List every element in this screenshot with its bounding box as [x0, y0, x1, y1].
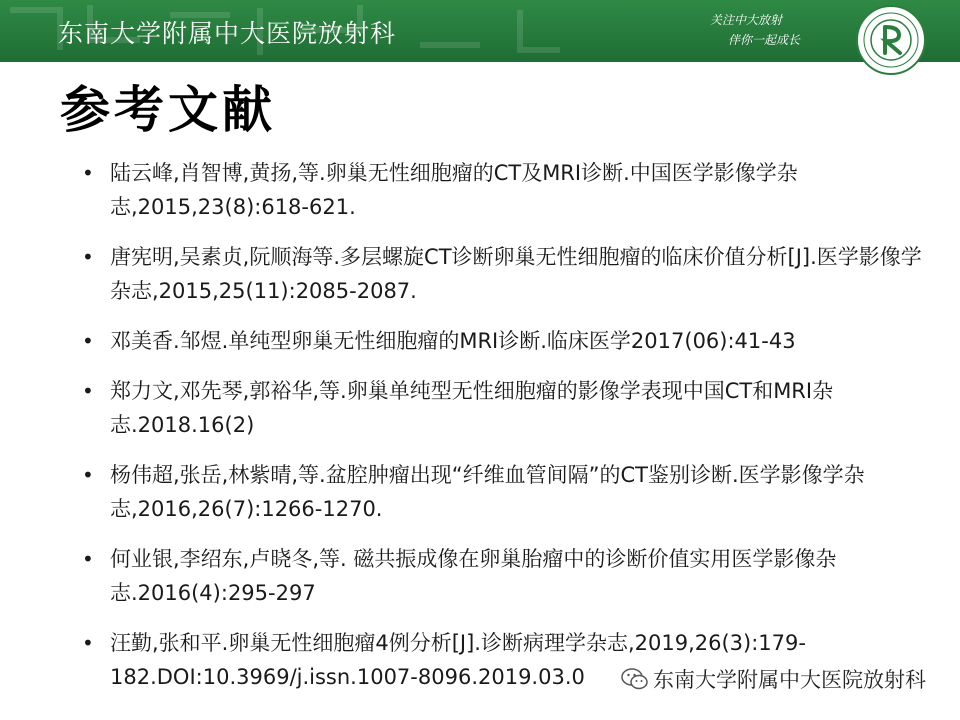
reference-item — [82, 240, 932, 308]
reference-text: 郑力文,邓先琴,郭裕华,等.卵巢单纯型无性细胞瘤的影像学表现中国CT和MRI杂志.2018.16(2) — [110, 379, 834, 437]
bullet: • — [82, 463, 94, 487]
reference-item — [82, 156, 932, 224]
reference-list — [82, 156, 932, 710]
bullet: • — [82, 161, 94, 185]
bullet: • — [82, 631, 94, 655]
bullet: • — [82, 379, 94, 403]
page-title: 参考文献 — [60, 81, 276, 139]
reference-item — [82, 324, 932, 358]
reference-text: 何业银,李绍东,卢晓冬,等. 磁共振成像在卵巢胎瘤中的诊断价值实用医学影像杂志.2016(4):295-297 — [110, 547, 837, 605]
slogan-line-2: 伴你一起成长 — [728, 33, 801, 47]
bullet: • — [82, 245, 94, 269]
bullet: • — [82, 329, 94, 353]
reference-item — [82, 458, 932, 526]
header-banner — [0, 0, 960, 62]
wechat-icon — [621, 667, 649, 691]
reference-text: 唐宪明,吴素贞,阮顺海等.多层螺旋CT诊断卵巢无性细胞瘤的临床价值分析[J].医学影像学杂志,2015,25(11):2085-2087. — [110, 245, 922, 303]
bullet: • — [82, 547, 94, 571]
reference-item — [82, 542, 932, 610]
hospital-logo-icon — [856, 5, 926, 75]
reference-text: 杨伟超,张岳,林紫晴,等.盆腔肿瘤出现“纤维血管间隔”的CT鉴别诊断.医学影像学杂志,2016,26(7):1266-1270. — [110, 463, 865, 521]
reference-item — [82, 374, 932, 442]
reference-text: 陆云峰,肖智博,黄扬,等.卵巢无性细胞瘤的CT及MRI诊断.中国医学影像学杂志,2015,23(8):618-621. — [110, 161, 798, 219]
slogan-line-1: 关注中大放射 — [710, 13, 783, 27]
banner-title: 东南大学附属中大医院放射科 — [58, 19, 397, 48]
watermark — [617, 664, 930, 694]
reference-text: 汪勤,张和平.卵巢无性细胞瘤4例分析[J].诊断病理学杂志,2019,26(3):179-182.DOI:10.3969/j.issn.1007-8096.2019.03.0 — [110, 631, 806, 689]
reference-text: 邓美香.邹煜.单纯型卵巢无性细胞瘤的MRI诊断.临床医学2017(06):41-43 — [110, 329, 796, 353]
watermark-text: 东南大学附属中大医院放射科 — [653, 668, 926, 692]
slogan — [710, 10, 820, 50]
